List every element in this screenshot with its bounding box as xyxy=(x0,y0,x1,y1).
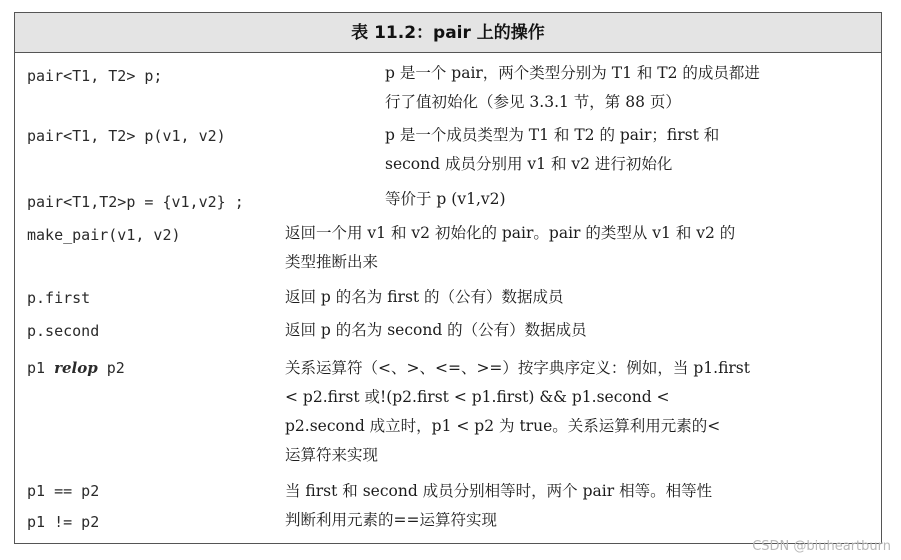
op-second: p.second xyxy=(27,322,100,340)
desc-line: 等价于 p (v1,v2) xyxy=(385,190,506,208)
op-relop-lhs: p1 xyxy=(27,359,46,377)
desc-line: 类型推断出来 xyxy=(285,253,379,271)
desc-second xyxy=(285,316,587,345)
desc-line: p2.second 成立时，p1 < p2 为 true。关系运算利用元素的< xyxy=(285,417,721,435)
op-default-ctor: pair<T1, T2> p; xyxy=(27,67,163,85)
desc-line: p 是一个 pair，两个类型分别为 T1 和 T2 的成员都进 xyxy=(385,64,760,82)
op-first: p.first xyxy=(27,289,91,307)
watermark: CSDN @biuheartburn xyxy=(752,539,891,554)
desc-line: 行了值初始化（参见 3.3.1 节，第 88 页） xyxy=(385,93,681,111)
desc-make-pair xyxy=(285,219,735,277)
desc-line: second 成员分别用 v1 和 v2 进行初始化 xyxy=(385,155,673,173)
table-caption: 表 11.2：pair 上的操作 xyxy=(15,13,881,53)
op-not-equal: p1 != p2 xyxy=(27,513,100,531)
op-relop-rhs: p2 xyxy=(106,359,125,377)
op-list-init: pair<T1,T2>p = {v1,v2} ; xyxy=(27,193,244,211)
desc-line: 运算符来实现 xyxy=(285,446,379,464)
op-equal: p1 == p2 xyxy=(27,482,100,500)
op-relop-keyword: relop xyxy=(54,359,98,377)
op-make-pair: make_pair(v1, v2) xyxy=(27,226,181,244)
op-value-ctor: pair<T1, T2> p(v1, v2) xyxy=(27,127,226,145)
desc-line: 返回 p 的名为 first 的（公有）数据成员 xyxy=(285,288,564,306)
desc-line: 关系运算符（<、>、<=、>=）按字典序定义：例如，当 p1.first xyxy=(285,359,750,377)
desc-line: < p2.first 或!(p2.first < p1.first) && p1.second < xyxy=(285,388,670,406)
desc-line: p 是一个成员类型为 T1 和 T2 的 pair；first 和 xyxy=(385,126,720,144)
desc-relop xyxy=(285,354,750,470)
desc-line: 返回一个用 v1 和 v2 初始化的 pair。pair 的类型从 v1 和 v2 的 xyxy=(285,224,736,242)
desc-value-ctor xyxy=(385,121,719,179)
desc-line: 返回 p 的名为 second 的（公有）数据成员 xyxy=(285,321,587,339)
desc-default-ctor xyxy=(385,59,760,117)
desc-first xyxy=(285,283,564,312)
op-relop xyxy=(27,359,125,377)
desc-equality xyxy=(285,477,712,535)
pair-operations-table xyxy=(14,12,882,544)
desc-line: 判断利用元素的==运算符实现 xyxy=(285,511,497,529)
desc-line: 当 first 和 second 成员分别相等时，两个 pair 相等。相等性 xyxy=(285,482,713,500)
desc-list-init xyxy=(385,185,506,214)
